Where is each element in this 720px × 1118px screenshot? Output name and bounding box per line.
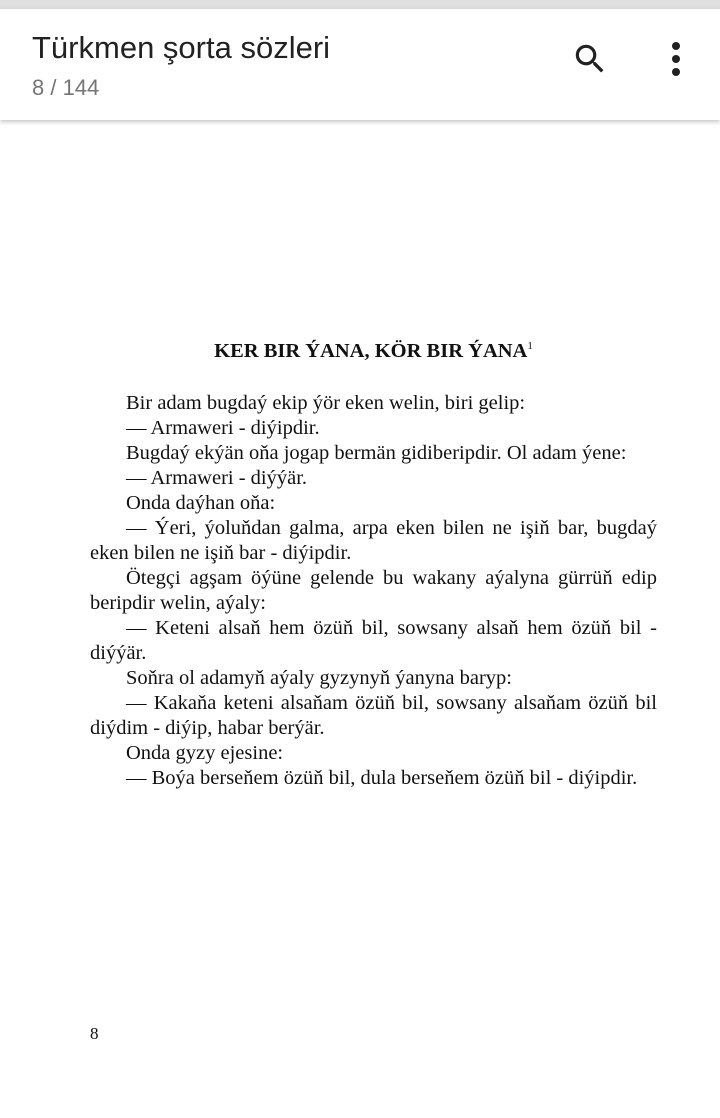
paragraph: Onda gyzy ejesine: xyxy=(126,742,284,764)
paragraph: — Ýeri, ýoluňdan galma, arpa eken bilen ne işiň bar, bugdaý eken bilen ne işiň bar - diýipdir. xyxy=(90,517,657,564)
more-options-button[interactable] xyxy=(652,35,700,83)
paragraph: Onda daýhan oňa: xyxy=(126,492,276,514)
story-heading xyxy=(90,340,657,363)
paragraph: — Boýa berseňem özüň bil, dula berseňem özüň bil - diýipdir. xyxy=(126,767,638,789)
page-indicator: 8 / 144 xyxy=(32,75,100,100)
paragraph: — Keteni alsaň hem özüň bil, sowsany alsaň hem özüň bil - diýýär. xyxy=(90,617,657,664)
paragraph: Ötegçi agşam öýüne gelende bu wakany aýalyna gürrüň edip beripdir welin, aýaly: xyxy=(90,567,657,614)
app-bar xyxy=(0,9,720,120)
paragraph: — Armaweri - diýipdir. xyxy=(126,417,320,439)
page-number: 8 xyxy=(90,1024,99,1043)
status-bar xyxy=(0,0,720,9)
story-body xyxy=(90,391,657,791)
more-vert-icon xyxy=(669,40,683,78)
paragraph: — Armaweri - diýýär. xyxy=(126,467,308,489)
search-icon xyxy=(571,40,609,78)
book-title: Türkmen şorta sözleri xyxy=(32,30,331,65)
paragraph: Bir adam bugdaý ekip ýör eken welin, biri gelip: xyxy=(126,392,526,414)
footnote-marker: 1 xyxy=(527,340,533,352)
paragraph: Bugdaý ekýän oňa jogap bermän gidiberipdir. Ol adam ýene: xyxy=(126,442,627,464)
document-page[interactable] xyxy=(0,120,720,1118)
heading-text: KER BIR ÝANA, KÖR BIR ÝANA xyxy=(214,340,528,362)
paragraph: — Kakaňa keteni alsaňam özüň bil, sowsany alsaňam özüň bil diýdim - diýip, habar berýär. xyxy=(90,692,657,739)
search-button[interactable] xyxy=(566,35,614,83)
paragraph: Soňra ol adamyň aýaly gyzynyň ýanyna baryp: xyxy=(126,667,512,689)
